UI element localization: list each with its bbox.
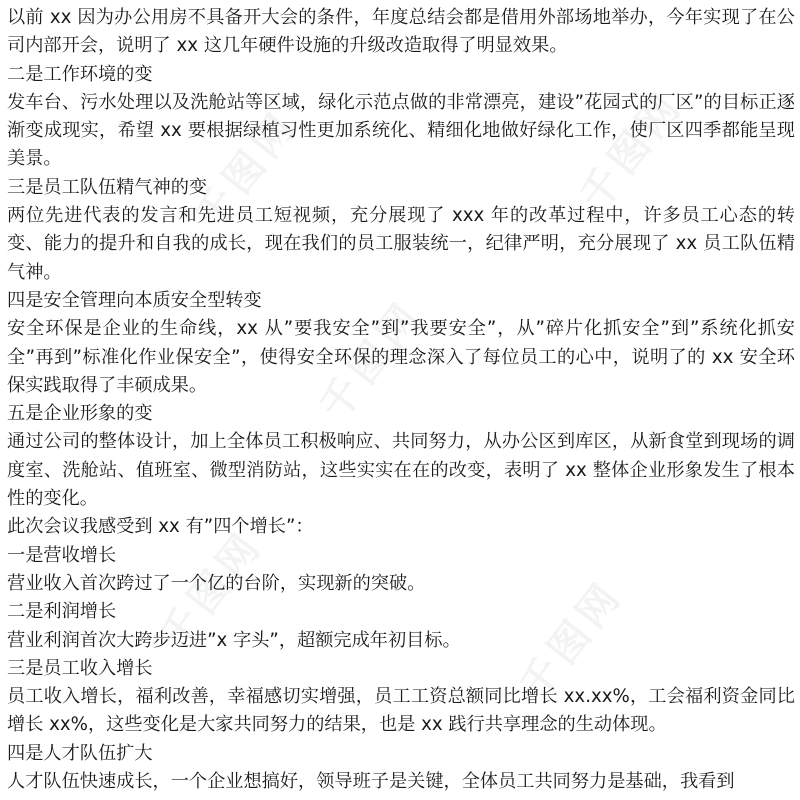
section-heading-corporate-image: 五是企业形象的变 xyxy=(7,403,153,425)
watermark: 千图网 xyxy=(311,292,433,430)
watermark: 千图网 xyxy=(571,82,693,220)
paragraph-safety: 安全环保是企业的生命线，xx 从”要我安全”到”我要安全”，从”碎片化抓安全”到”系统化抓安全”再到”标准化作业保安全”，使得安全环保的理念深入了每位员工的心中，说明了的 xx 安全环保实践取得了丰硕成果。 xyxy=(7,318,795,396)
section-heading-profit: 二是利润增长 xyxy=(7,601,117,623)
section-heading-revenue: 一是营收增长 xyxy=(7,544,117,566)
paragraph-corporate-image: 通过公司的整体设计，加上全体员工积极响应、共同努力，从办公区到库区，从新食堂到现场的调度室、洗舱站、值班室、微型消防站，这些实实在在的改变，表明了 xx 整体企业形象发生了根本性的变化。 xyxy=(7,431,795,510)
paragraph-staff-morale: 两位先进代表的发言和先进员工短视频，充分展现了 xxx 年的改革过程中，许多员工心态的转变、能力的提升和自我的成长，现在我们的员工服装统一，纪律严明，充分展现了 xx 员工队伍精气神。 xyxy=(7,205,795,283)
paragraph-employee-income: 员工收入增长，福利改善，幸福感切实增强，员工工资总额同比增长 xx.xx%，工会福利资金同比增长 xx%，这些变化是大家共同努力的结果，也是 xx 践行共享理念的生动体现。 xyxy=(7,686,795,736)
watermark: 千图网 xyxy=(186,102,308,240)
section-heading-talent: 四是人才队伍扩大 xyxy=(7,742,153,764)
section-heading-safety: 四是安全管理向本质安全型转变 xyxy=(7,289,262,311)
paragraph-work-environment: 发车台、污水处理以及洗舱站等区域，绿化示范点做的非常漂亮，建设”花园式的厂区”的目标正逐渐变成现实，希望 xx 要根据绿植习性更加系统化、精细化地做好绿化工作，使厂区四季都能呈现美景。 xyxy=(7,91,795,170)
paragraph-talent: 人才队伍快速成长，一个企业想搞好，领导班子是关键，全体员工共同努力是基础，我看到 xyxy=(7,771,735,793)
watermark: 千图网 xyxy=(511,572,633,710)
paragraph-profit: 营业利润首次大跨步迈进”x 字头”，超额完成年初目标。 xyxy=(7,629,461,651)
section-heading-employee-income: 三是员工收入增长 xyxy=(7,657,153,679)
paragraph-revenue: 营业收入首次跨过了一个亿的台阶，实现新的突破。 xyxy=(7,572,426,594)
paragraph-intro: 以前 xx 因为办公用房不具备开大会的条件，年度总结会都是借用外部场地举办，今年实现了在公司内部开会，说明了 xx 这几年硬件设施的升级改造取得了明显效果。 xyxy=(7,7,795,57)
section-heading-work-environment: 二是工作环境的变 xyxy=(7,63,153,85)
section-heading-staff-morale: 三是员工队伍精气神的变 xyxy=(7,176,208,198)
section-heading-four-growths: 此次会议我感受到 xx 有”四个增长”： xyxy=(7,516,314,538)
document-body xyxy=(7,4,795,796)
watermark: 千图网 xyxy=(151,522,273,660)
